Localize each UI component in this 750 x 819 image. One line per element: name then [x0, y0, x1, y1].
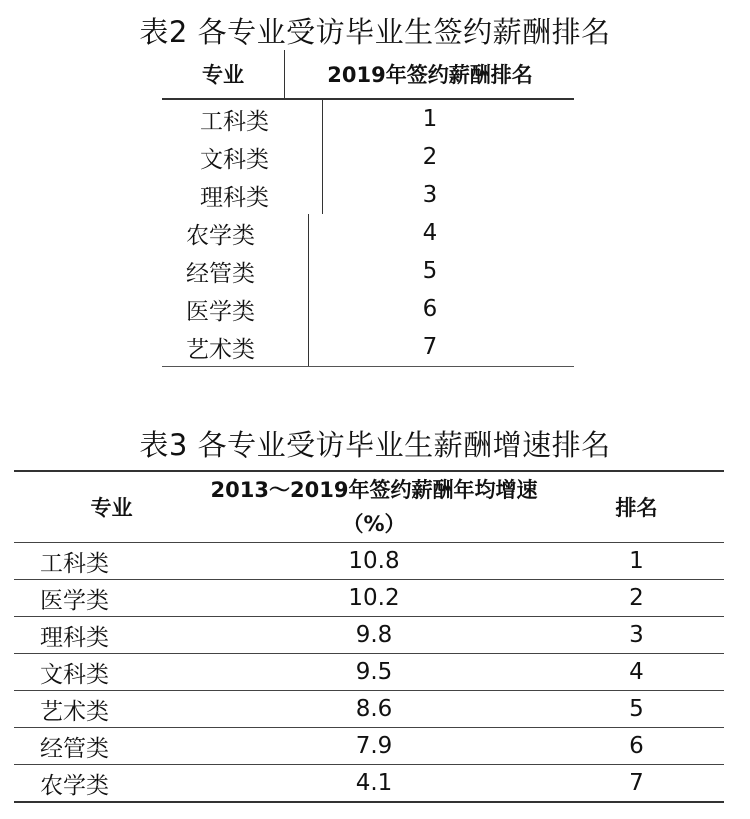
- table2-rank-cell: 6: [422, 296, 438, 322]
- table3-rank-cell: 2: [629, 585, 644, 611]
- table2-rank-cell: 7: [422, 334, 438, 360]
- table-row: [162, 138, 574, 176]
- table-row: [14, 617, 724, 654]
- table3-major-cell: 农学类: [40, 772, 109, 799]
- table3-header-rank: 排名: [615, 496, 658, 520]
- table3-title: 表3 各专业受访毕业生薪酬增速排名: [139, 428, 611, 462]
- table-row: [14, 765, 724, 803]
- table3-growth-cell: 4.1: [355, 770, 393, 796]
- table-row: [14, 691, 724, 728]
- table3-header-growth-line1: 2013～2019年签约薪酬年均增速: [210, 478, 538, 502]
- table3-major-cell: 艺术类: [40, 698, 109, 725]
- table2-header-rank: 2019年签约薪酬排名: [327, 63, 533, 87]
- table3-major-cell: 经管类: [40, 735, 109, 762]
- table2-major-cell: 文科类: [162, 138, 323, 176]
- table-row: [14, 580, 724, 617]
- table3-growth-cell: 7.9: [355, 733, 393, 759]
- salary-growth-table: [14, 470, 724, 803]
- table3-growth-cell: 9.8: [355, 622, 393, 648]
- table2-major-cell: 经管类: [162, 252, 309, 290]
- table3-rank-cell: 1: [629, 548, 644, 574]
- table2-rank-cell: 2: [422, 144, 438, 170]
- table-row: [14, 654, 724, 691]
- table3-rank-cell: 6: [629, 733, 644, 759]
- table3-header-growth: [199, 472, 549, 542]
- table2-rank-cell: 1: [422, 106, 438, 132]
- table2-rank-cell: 5: [422, 258, 438, 284]
- table-row: [162, 290, 574, 328]
- table-row: [162, 328, 574, 366]
- table2-rank-cell: 3: [422, 182, 438, 208]
- table2-major-cell: 医学类: [162, 290, 309, 328]
- table-row: [14, 728, 724, 765]
- table-row: [162, 100, 574, 138]
- table3-header-growth-line2: （%）: [342, 512, 406, 536]
- table2-title: 表2 各专业受访毕业生签约薪酬排名: [139, 15, 611, 49]
- table3-major-cell: 文科类: [40, 661, 109, 688]
- table3-major-cell: 工科类: [40, 550, 109, 577]
- table2-rank-cell: 4: [422, 220, 438, 246]
- table2-header-row: [162, 50, 574, 100]
- table3-rank-cell: 4: [629, 659, 644, 685]
- table3-growth-cell: 10.2: [348, 585, 400, 611]
- table3-rank-cell: 5: [629, 696, 644, 722]
- table3-growth-cell: 8.6: [355, 696, 393, 722]
- table3-major-cell: 医学类: [40, 587, 109, 614]
- table3-rank-cell: 3: [629, 622, 644, 648]
- table2-bottom-rule: [162, 366, 574, 367]
- table2-header-major: 专业: [162, 50, 285, 98]
- table3-header-major: 专业: [90, 496, 133, 520]
- table3-header-row: [14, 472, 724, 543]
- table2-major-cell: 理科类: [162, 176, 323, 214]
- table-row: [162, 176, 574, 214]
- table3-growth-cell: 10.8: [348, 548, 400, 574]
- table3-rank-cell: 7: [629, 770, 644, 796]
- table2-major-cell: 农学类: [162, 214, 309, 252]
- table3-major-cell: 理科类: [40, 624, 109, 651]
- table2-major-cell: 工科类: [162, 100, 323, 138]
- table-row: [162, 214, 574, 252]
- table3-growth-cell: 9.5: [355, 659, 393, 685]
- table-row: [14, 543, 724, 580]
- table-row: [162, 252, 574, 290]
- salary-rank-table: [162, 50, 574, 367]
- table2-major-cell: 艺术类: [162, 328, 309, 366]
